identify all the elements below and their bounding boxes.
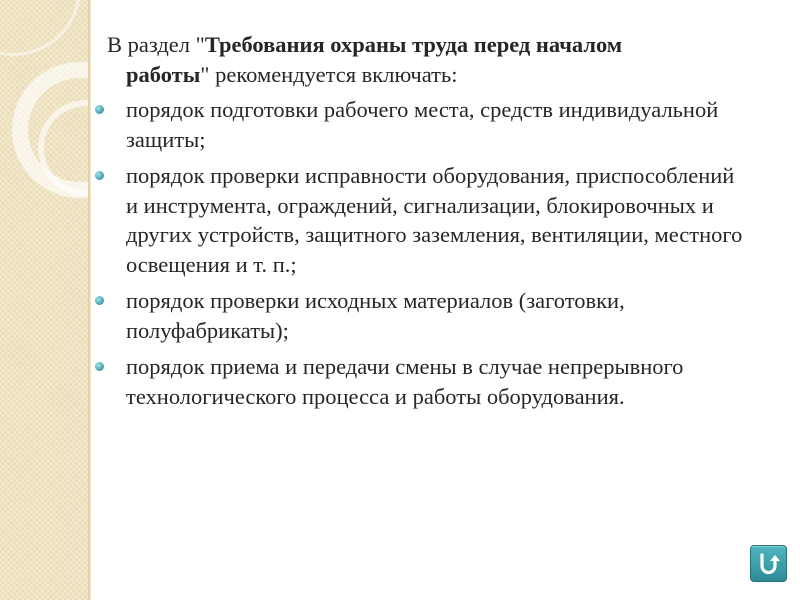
intro-section-title: Требования охраны труда перед началом <box>204 32 623 57</box>
intro-line-2 <box>95 60 745 90</box>
intro-suffix: " рекомендуется включать: <box>200 61 458 87</box>
list-item-text: порядок подготовки рабочего места, средств индивидуальной защиты; <box>126 97 719 152</box>
bullet-icon <box>95 296 104 305</box>
slide-content <box>95 30 745 418</box>
intro-line-1 <box>95 30 745 60</box>
list-item <box>95 161 745 279</box>
list-item-text: порядок проверки исходных материалов (заготовки, полуфабрикаты); <box>126 288 625 343</box>
bullet-icon <box>95 105 104 114</box>
return-button[interactable] <box>750 545 787 582</box>
list-item <box>95 286 745 345</box>
decorative-ring <box>0 0 81 56</box>
bullet-icon <box>95 362 104 371</box>
bullet-icon <box>95 171 104 180</box>
side-panel-edge <box>88 0 91 600</box>
requirements-list <box>95 95 745 411</box>
decorative-side-panel <box>0 0 88 600</box>
intro-paragraph <box>95 30 745 89</box>
list-item-text: порядок приема и передачи смены в случае непрерывного технологического процесса и работы оборудования. <box>126 354 684 409</box>
return-arrow-icon <box>755 550 782 577</box>
list-item-text: порядок проверки исправности оборудования, приспособлений и инструмента, ограждений, сигнализации, блокировочных и других устройств, защитного заземления, вентиляции, местного освещения и т. п.; <box>126 163 743 277</box>
intro-section-title-end: работы <box>126 61 201 87</box>
list-item <box>95 352 745 411</box>
list-item <box>95 95 745 154</box>
intro-prefix: В раздел " <box>107 32 205 57</box>
